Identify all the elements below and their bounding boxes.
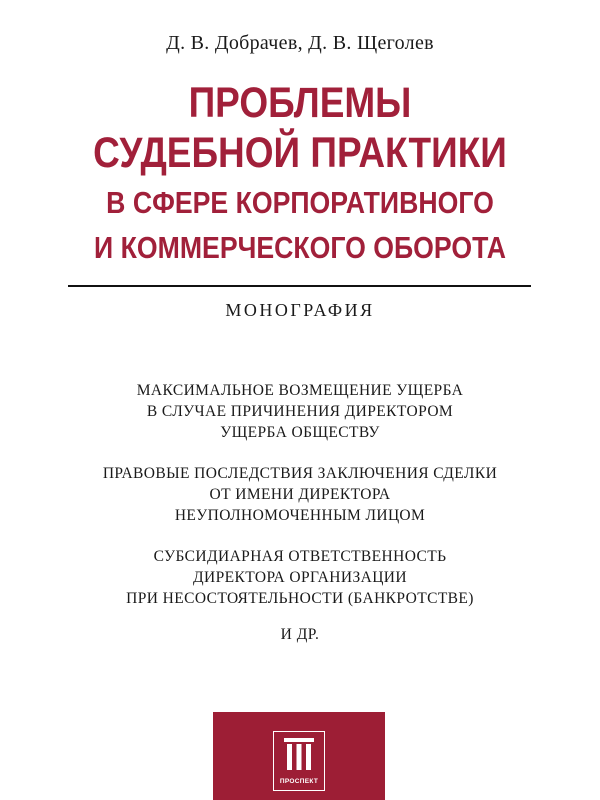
publisher-block — [213, 712, 385, 800]
title-line-3: В СФЕРЕ КОРПОРАТИВНОГО — [106, 185, 494, 220]
publisher-name: ПРОСПЕКТ — [279, 778, 319, 785]
topic-block — [0, 380, 600, 443]
topic-line: ОТ ИМЕНИ ДИРЕКТОРА — [209, 486, 391, 503]
authors: Д. В. Добрачев, Д. В. Щеголев — [166, 32, 434, 54]
building-columns-icon — [284, 738, 314, 774]
divider-rule — [68, 285, 531, 287]
topic-line: ПРАВОВЫЕ ПОСЛЕДСТВИЯ ЗАКЛЮЧЕНИЯ СДЕЛКИ — [102, 465, 498, 482]
genre-label: МОНОГРАФИЯ — [225, 300, 375, 320]
topic-line: УЩЕРБА ОБЩЕСТВУ — [220, 424, 380, 441]
topic-line: НЕУПОЛНОМОЧЕННЫМ ЛИЦОМ — [174, 507, 426, 524]
topic-block — [0, 463, 600, 526]
topic-block — [0, 546, 600, 609]
title-line-1: ПРОБЛЕМЫ — [188, 79, 412, 127]
book-title — [42, 78, 558, 270]
topic-line: СУБСИДИАРНАЯ ОТВЕТСТВЕННОСТЬ — [153, 548, 447, 565]
topic-line: ПРИ НЕСОСТОЯТЕЛЬНОСТИ (БАНКРОТСТВЕ) — [126, 590, 474, 607]
topic-line: ДИРЕКТОРА ОРГАНИЗАЦИИ — [193, 569, 407, 586]
topic-line: МАКСИМАЛЬНОЕ ВОЗМЕЩЕНИЕ УЩЕРБА — [136, 382, 464, 399]
title-line-4: И КОММЕРЧЕСКОГО ОБОРОТА — [94, 230, 506, 265]
etc-label: И ДР. — [280, 626, 320, 643]
topic-line: В СЛУЧАЕ ПРИЧИНЕНИЯ ДИРЕКТОРОМ — [146, 403, 454, 420]
title-line-2: СУДЕБНОЙ ПРАКТИКИ — [93, 129, 507, 177]
publisher-logo — [273, 731, 325, 791]
